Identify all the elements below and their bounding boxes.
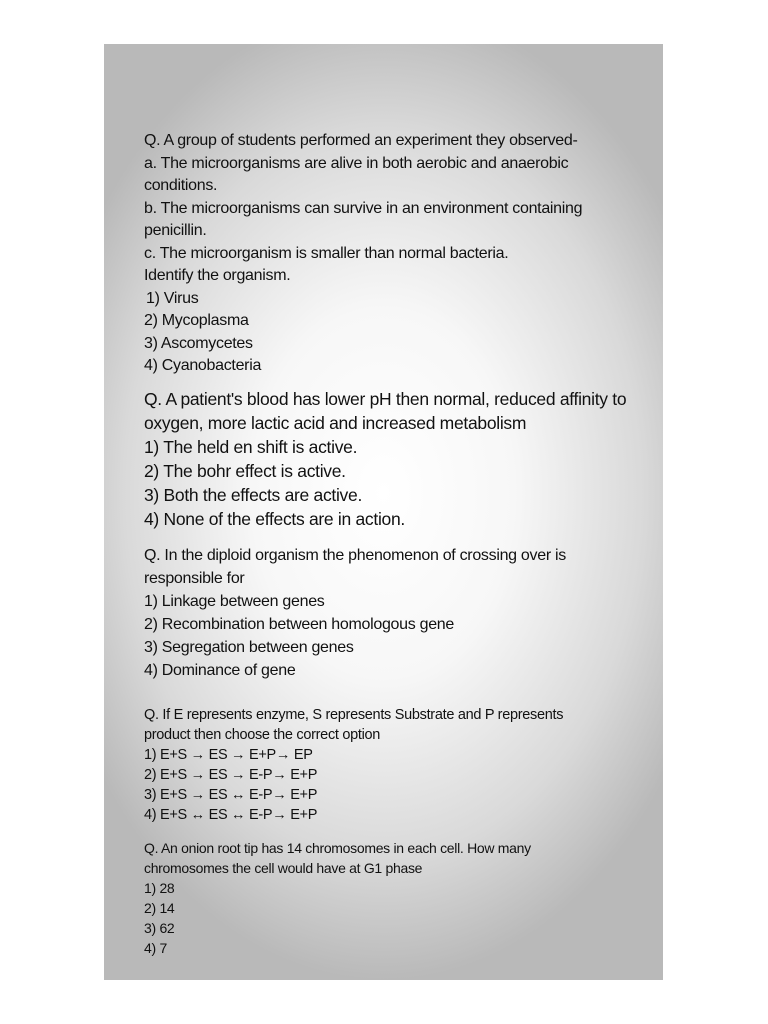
- answer-option: 3) E+S → ES ↔ E-P→ E+P: [144, 787, 318, 803]
- question-text-line: Q. An onion root tip has 14 chromosomes in each cell. How many: [144, 840, 531, 856]
- answer-option: 1) Virus: [146, 289, 199, 307]
- question-text-line: Q. A group of students performed an experiment they observed-: [144, 132, 578, 149]
- question-text-line: chromosomes the cell would have at G1 phase: [144, 860, 423, 876]
- question-2: [144, 387, 626, 531]
- question-text-line: Q. In the diploid organism the phenomenon of crossing over is: [144, 547, 566, 564]
- answer-option: 3) Ascomycetes: [144, 334, 253, 352]
- question-text-line: conditions.: [144, 177, 218, 194]
- answer-option: 2) Mycoplasma: [144, 312, 249, 329]
- question-text-line: c. The microorganism is smaller than normal bacteria.: [144, 244, 509, 262]
- document-page: [104, 44, 663, 980]
- question-text-line: product then choose the correct option: [144, 727, 381, 743]
- question-text-line: a. The microorganisms are alive in both aerobic and anaerobic: [144, 154, 569, 172]
- question-1: [144, 130, 582, 378]
- answer-option: 3) 62: [144, 920, 175, 936]
- answer-option: 4) E+S ↔ ES ↔ E-P→ E+P: [144, 807, 318, 823]
- answer-option: 1) 28: [144, 880, 175, 896]
- question-4: [144, 705, 563, 825]
- question-text-line: responsible for: [144, 570, 245, 587]
- question-text-line: Identify the organism.: [144, 267, 291, 284]
- answer-option: 1) E+S → ES → E+P→ EP: [144, 747, 313, 763]
- answer-option: 2) The bohr effect is active.: [144, 461, 346, 481]
- question-5: [144, 838, 531, 958]
- question-text-line: Q. A patient's blood has lower pH then normal, reduced affinity to: [144, 389, 627, 409]
- answer-option: 4) 7: [144, 940, 167, 956]
- question-text-line: b. The microorganisms can survive in an environment containing: [144, 199, 583, 217]
- question-text-line: oxygen, more lactic acid and increased metabolism: [144, 413, 527, 433]
- answer-option: 1) Linkage between genes: [144, 593, 325, 610]
- question-text-line: penicillin.: [144, 222, 207, 239]
- answer-option: 4) Dominance of gene: [144, 662, 296, 679]
- answer-option: 1) The held en shift is active.: [144, 437, 358, 457]
- answer-option: 2) 14: [144, 900, 175, 916]
- answer-option: 2) E+S → ES → E-P→ E+P: [144, 767, 318, 783]
- answer-option: 2) Recombination between homologous gene: [144, 616, 454, 633]
- answer-option: 4) Cyanobacteria: [144, 357, 262, 374]
- answer-option: 3) Both the effects are active.: [144, 485, 363, 505]
- question-3: [144, 544, 566, 682]
- answer-option: 4) None of the effects are in action.: [144, 509, 405, 529]
- question-text-line: Q. If E represents enzyme, S represents Substrate and P represents: [144, 707, 564, 723]
- answer-option: 3) Segregation between genes: [144, 639, 354, 656]
